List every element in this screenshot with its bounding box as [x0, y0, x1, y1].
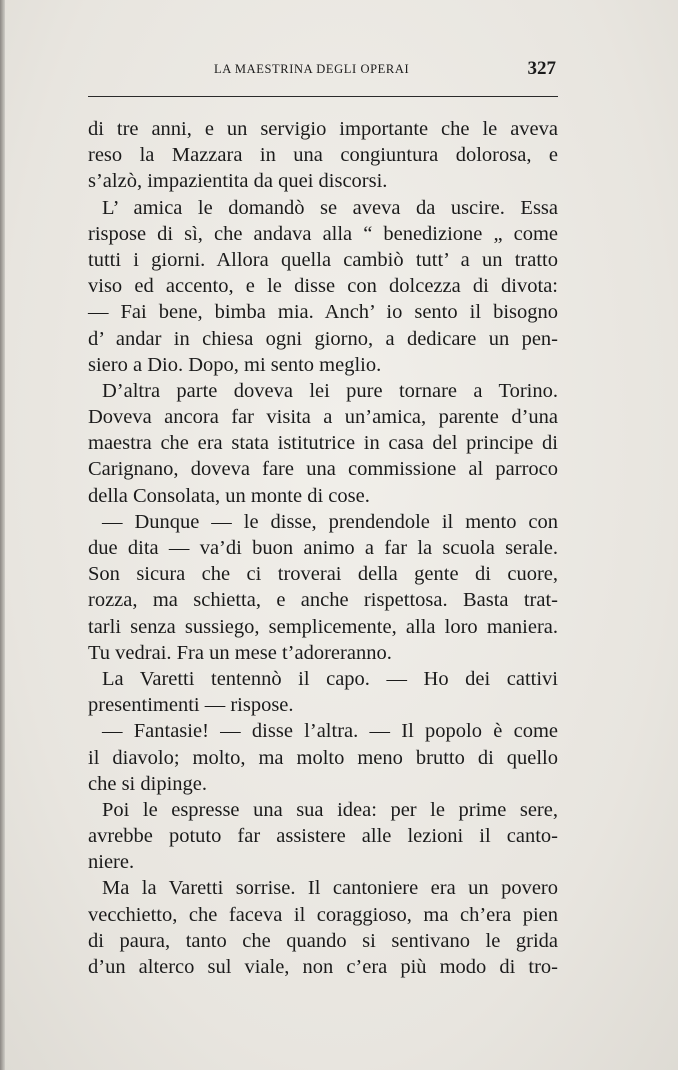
text-line: il diavolo; molto, ma molto meno brutto di quello [88, 746, 558, 769]
text-line: s’alzò, impazientita da quei discorsi. [88, 170, 388, 193]
text-line: La Varetti tentennò il capo. — Ho dei cattivi [102, 667, 558, 690]
text-line: Ma la Varetti sorrise. Il cantoniere era un povero [102, 877, 558, 900]
text-line: Son sicura che ci troverai della gente di cuore, [88, 563, 558, 586]
running-title: LA MAESTRINA DEGLI OPERAI [214, 62, 410, 76]
text-line: reso la Mazzara in una congiuntura dolorosa, e [88, 144, 558, 167]
text-line: tarli senza sussiego, semplicemente, alla loro maniera. [88, 615, 558, 638]
text-line: Carignano, doveva fare una commissione al parroco [88, 458, 558, 481]
text-line: viso ed accento, e le disse con dolcezza di divota: [88, 275, 558, 298]
text-line: tutti i giorni. Allora quella cambiò tutt’ a un tratto [88, 248, 558, 271]
text-line: — Fantasie! — disse l’altra. — Il popolo è come [102, 720, 558, 743]
text-line: siero a Dio. Dopo, mi sento meglio. [88, 353, 382, 376]
text-line: — Dunque — le disse, prendendole il mento con [102, 510, 558, 533]
text-line: D’altra parte doveva lei pure tornare a Torino. [102, 379, 558, 402]
text-line: che si dipinge. [88, 772, 207, 795]
page-spine-shadow [0, 0, 5, 1070]
text-line: di tre anni, e un servigio importante che le aveva [88, 118, 558, 140]
text-line: presentimenti — rispose. [88, 694, 294, 717]
text-line: maestra che era stata istitutrice in casa del principe di [88, 432, 558, 455]
header-rule [88, 96, 558, 97]
text-line: rispose di sì, che andava alla “ benedizione „ come [88, 222, 558, 245]
text-line: d’un alterco sul viale, non c’era più modo di tro- [88, 956, 558, 978]
text-line: Doveva ancora far visita a un’amica, parente d’una [88, 406, 558, 429]
text-line: — Fai bene, bimba mia. Anch’ io sento il bisogno [88, 301, 558, 324]
text-line: d’ andar in chiesa ogni giorno, a dedicare un pen- [88, 327, 558, 350]
text-line: di paura, tanto che quando si sentivano le grida [88, 929, 558, 952]
page-number: 327 [527, 58, 556, 79]
text-line: Tu vedrai. Fra un mese t’adoreranno. [88, 641, 392, 664]
text-line: avrebbe potuto far assistere alle lezioni il canto- [88, 825, 558, 848]
text-line: niere. [88, 851, 135, 874]
text-line: due dita — va’di buon animo a far la scuola serale. [88, 537, 558, 559]
text-line: L’ amica le domandò se aveva da uscire. Essa [102, 196, 558, 219]
text-line: Poi le espresse una sua idea: per le prime sere, [102, 798, 558, 821]
body-text [88, 116, 558, 980]
text-line: vecchietto, che faceva il coraggioso, ma ch’era pien [88, 903, 558, 926]
text-line: rozza, ma schietta, e anche rispettosa. Basta trat- [88, 589, 558, 612]
text-line: della Consolata, un monte di cose. [88, 484, 370, 507]
page-header [88, 60, 558, 86]
